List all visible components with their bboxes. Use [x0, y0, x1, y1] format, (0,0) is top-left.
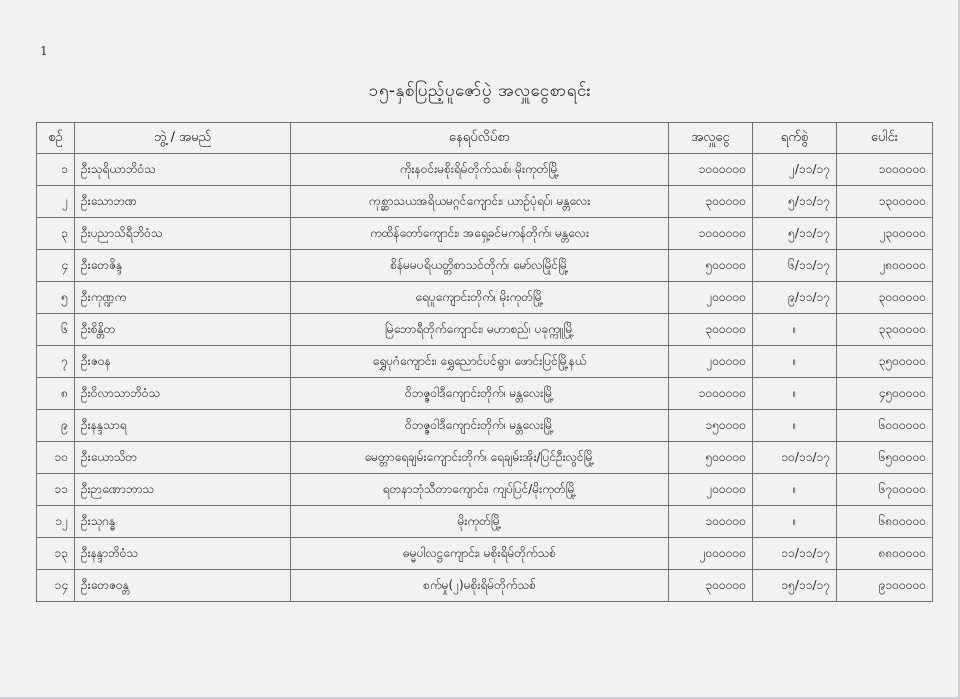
- date-cell: ။: [753, 410, 837, 442]
- donation-cell: ၂၀၀၀၀၀: [669, 474, 753, 506]
- serial-cell: ၉: [37, 410, 75, 442]
- name-cell: ဦးစိန္တိတ: [75, 314, 291, 346]
- address-cell: ကုစ္ဆာသယအရိယမဂ္ဂင်ကျောင်း၊ ယာဉ်ပုံရပ်၊ မန္တလေး: [291, 186, 669, 218]
- name-cell: ဦးကုဏ္ဍက: [75, 282, 291, 314]
- serial-cell: ၃: [37, 218, 75, 250]
- date-cell: ၁၁/၁၁/၁၇: [753, 538, 837, 570]
- serial-cell: ၇: [37, 346, 75, 378]
- name-cell: ဦးဉာဏောဘာသ: [75, 474, 291, 506]
- name-cell: ဦးသုဂန္ဓ: [75, 506, 291, 538]
- table-row: [37, 506, 933, 538]
- table-row: [37, 250, 933, 282]
- header-serial: စဉ်: [37, 123, 75, 154]
- date-cell: ၅/၁၁/၁၇: [753, 186, 837, 218]
- serial-cell: ၁၃: [37, 538, 75, 570]
- total-cell: ၆၀၀၀၀၀၀: [837, 410, 933, 442]
- total-cell: ၂၃၀၀၀၀၀: [837, 218, 933, 250]
- serial-cell: ၁၁: [37, 474, 75, 506]
- table-row: [37, 314, 933, 346]
- donation-cell: ၃၀၀၀၀၀: [669, 314, 753, 346]
- donation-cell: ၁၀၀၀၀၀၀: [669, 218, 753, 250]
- donation-cell: ၃၀၀၀၀၀: [669, 570, 753, 602]
- address-cell: မိုးကုတ်မြို့: [291, 506, 669, 538]
- table-header-row: [37, 123, 933, 154]
- donation-cell: ၁၀၀၀၀၀၀: [669, 378, 753, 410]
- header-name: ဘွဲ့ / အမည်: [75, 123, 291, 154]
- date-cell: ၉/၁၁/၁၇: [753, 282, 837, 314]
- name-cell: ဦးပညာသိရီဘိဝံသ: [75, 218, 291, 250]
- table-row: [37, 570, 933, 602]
- total-cell: ၆၅၀၀၀၀၀: [837, 442, 933, 474]
- address-cell: ဓမ္မပါလဋ္ဌကျောင်း၊ မစိုးရိမ်တိုက်သစ်: [291, 538, 669, 570]
- name-cell: ဦးနန္ဒာဘိဝံသ: [75, 538, 291, 570]
- serial-cell: ၆: [37, 314, 75, 346]
- document-title: ၁၅-နှစ်ပြည့်ပူဇော်ပွဲ အလှူငွေစာရင်း: [368, 81, 592, 101]
- total-cell: ၁၀၀၀၀၀၀: [837, 154, 933, 186]
- donation-cell: ၂၀၀၀၀၀: [669, 282, 753, 314]
- total-cell: ၄၅၀၀၀၀၀: [837, 378, 933, 410]
- total-cell: ၆၈၀၀၀၀၀: [837, 506, 933, 538]
- total-cell: ၂၈၀၀၀၀၀: [837, 250, 933, 282]
- table-row: [37, 282, 933, 314]
- page-number: 1: [40, 44, 48, 58]
- table-row: [37, 186, 933, 218]
- address-cell: မြဲဘောရီတိုက်ကျောင်း၊ မဟာစည်၊ ပခုက္ကူမြို့: [291, 314, 669, 346]
- name-cell: ဦးဝိလာသာဘိဝံသ: [75, 378, 291, 410]
- address-cell: ရွှေပုဂံကျောင်း၊ ရွှေညောင်ပင်ရွာ၊ ဖောင်းပြင်မြို့နယ်: [291, 346, 669, 378]
- table-row: [37, 410, 933, 442]
- date-cell: ၁၅/၁၁/၁၇: [753, 570, 837, 602]
- address-cell: စက်မှု(၂)မစိုးရိမ်တိုက်သစ်: [291, 570, 669, 602]
- table-row: [37, 154, 933, 186]
- total-cell: ၁၃၀၀၀၀၀: [837, 186, 933, 218]
- address-cell: ရေပူကျောင်းတိုက်၊ မိုးကုတ်မြို့: [291, 282, 669, 314]
- table-body: [37, 154, 933, 602]
- date-cell: ၂/၁၁/၁၇: [753, 154, 837, 186]
- date-cell: ။: [753, 346, 837, 378]
- table-row: [37, 538, 933, 570]
- total-cell: ၆၇၀၀၀၀၀: [837, 474, 933, 506]
- address-cell: ရတနာဘုံသီတာကျောင်း၊ ကျပ်ပြင်/မိုးကုတ်မြို့: [291, 474, 669, 506]
- table-row: [37, 474, 933, 506]
- serial-cell: ၈: [37, 378, 75, 410]
- date-cell: ။: [753, 378, 837, 410]
- total-cell: ၃၃၀၀၀၀၀: [837, 314, 933, 346]
- address-cell: ဝိဘဇ္ဇဝါဒီကျောင်းတိုက်၊ မန္တလေးမြို့: [291, 378, 669, 410]
- date-cell: ။: [753, 506, 837, 538]
- name-cell: ဦးနန္ဒသာရ: [75, 410, 291, 442]
- address-cell: မေတ္တာရေချမ်းကျောင်းတိုက်၊ ရေချမ်းအိုး/ပြင်ဦးလွင်မြို့: [291, 442, 669, 474]
- serial-cell: ၁: [37, 154, 75, 186]
- total-cell: ၃၅၀၀၀၀၀: [837, 346, 933, 378]
- date-cell: ။: [753, 474, 837, 506]
- name-cell: ဦးတေဇဝန္တ: [75, 570, 291, 602]
- date-cell: ၁၀/၁၁/၁၇: [753, 442, 837, 474]
- donation-cell: ၁၀၀၀၀၀: [669, 506, 753, 538]
- table-row: [37, 346, 933, 378]
- serial-cell: ၁၂: [37, 506, 75, 538]
- serial-cell: ၂: [37, 186, 75, 218]
- total-cell: ၈၈၀၀၀၀၀: [837, 538, 933, 570]
- address-cell: စိန်မမပရိယတ္တိစာသင်တိုက်၊ မော်လမြိုင်မြို့: [291, 250, 669, 282]
- total-cell: ၃၀၀၀၀၀၀: [837, 282, 933, 314]
- total-cell: ၉၁၀၀၀၀၀: [837, 570, 933, 602]
- address-cell: ကထိန်တော်ကျောင်း၊ အရှေ့ခင်မကန်တိုက်၊ မန္တလေး: [291, 218, 669, 250]
- serial-cell: ၅: [37, 282, 75, 314]
- name-cell: ဦးဇဝန: [75, 346, 291, 378]
- donation-cell: ၅၀၀၀၀၀: [669, 442, 753, 474]
- serial-cell: ၁၀: [37, 442, 75, 474]
- donation-cell: ၁၀၀၀၀၀၀: [669, 154, 753, 186]
- name-cell: ဦးတေဇိန္ဒ: [75, 250, 291, 282]
- serial-cell: ၄: [37, 250, 75, 282]
- donation-cell: ၂၀၀၀၀၀: [669, 346, 753, 378]
- header-total: ပေါင်း: [837, 123, 933, 154]
- name-cell: ဦးသောဘဏ: [75, 186, 291, 218]
- donation-cell: ၃၀၀၀၀၀: [669, 186, 753, 218]
- name-cell: ဦးသုရိယာဘိဝံသ: [75, 154, 291, 186]
- header-donation: အလှူငွေ: [669, 123, 753, 154]
- date-cell: ၆/၁၁/၁၇: [753, 250, 837, 282]
- donation-table: [36, 122, 933, 602]
- table-row: [37, 442, 933, 474]
- address-cell: ဝိဘဇ္ဇဝါဒီကျောင်းတိုက်၊ မန္တလေးမြို့: [291, 410, 669, 442]
- donation-cell: ၅၀၀၀၀၀: [669, 250, 753, 282]
- table-row: [37, 218, 933, 250]
- table-row: [37, 378, 933, 410]
- header-address: နေရပ်လိပ်စာ: [291, 123, 669, 154]
- serial-cell: ၁၄: [37, 570, 75, 602]
- address-cell: ကိုးနဝင်းမစိုးရိမ်တိုက်သစ်၊ မိုးကုတ်မြို့: [291, 154, 669, 186]
- donation-cell: ၂၀၀၀၀၀၀: [669, 538, 753, 570]
- donation-cell: ၁၅၀၀၀၀: [669, 410, 753, 442]
- name-cell: ဦးယောသိတ: [75, 442, 291, 474]
- header-date: ရက်စွဲ: [753, 123, 837, 154]
- date-cell: ။: [753, 314, 837, 346]
- date-cell: ၅/၁၁/၁၇: [753, 218, 837, 250]
